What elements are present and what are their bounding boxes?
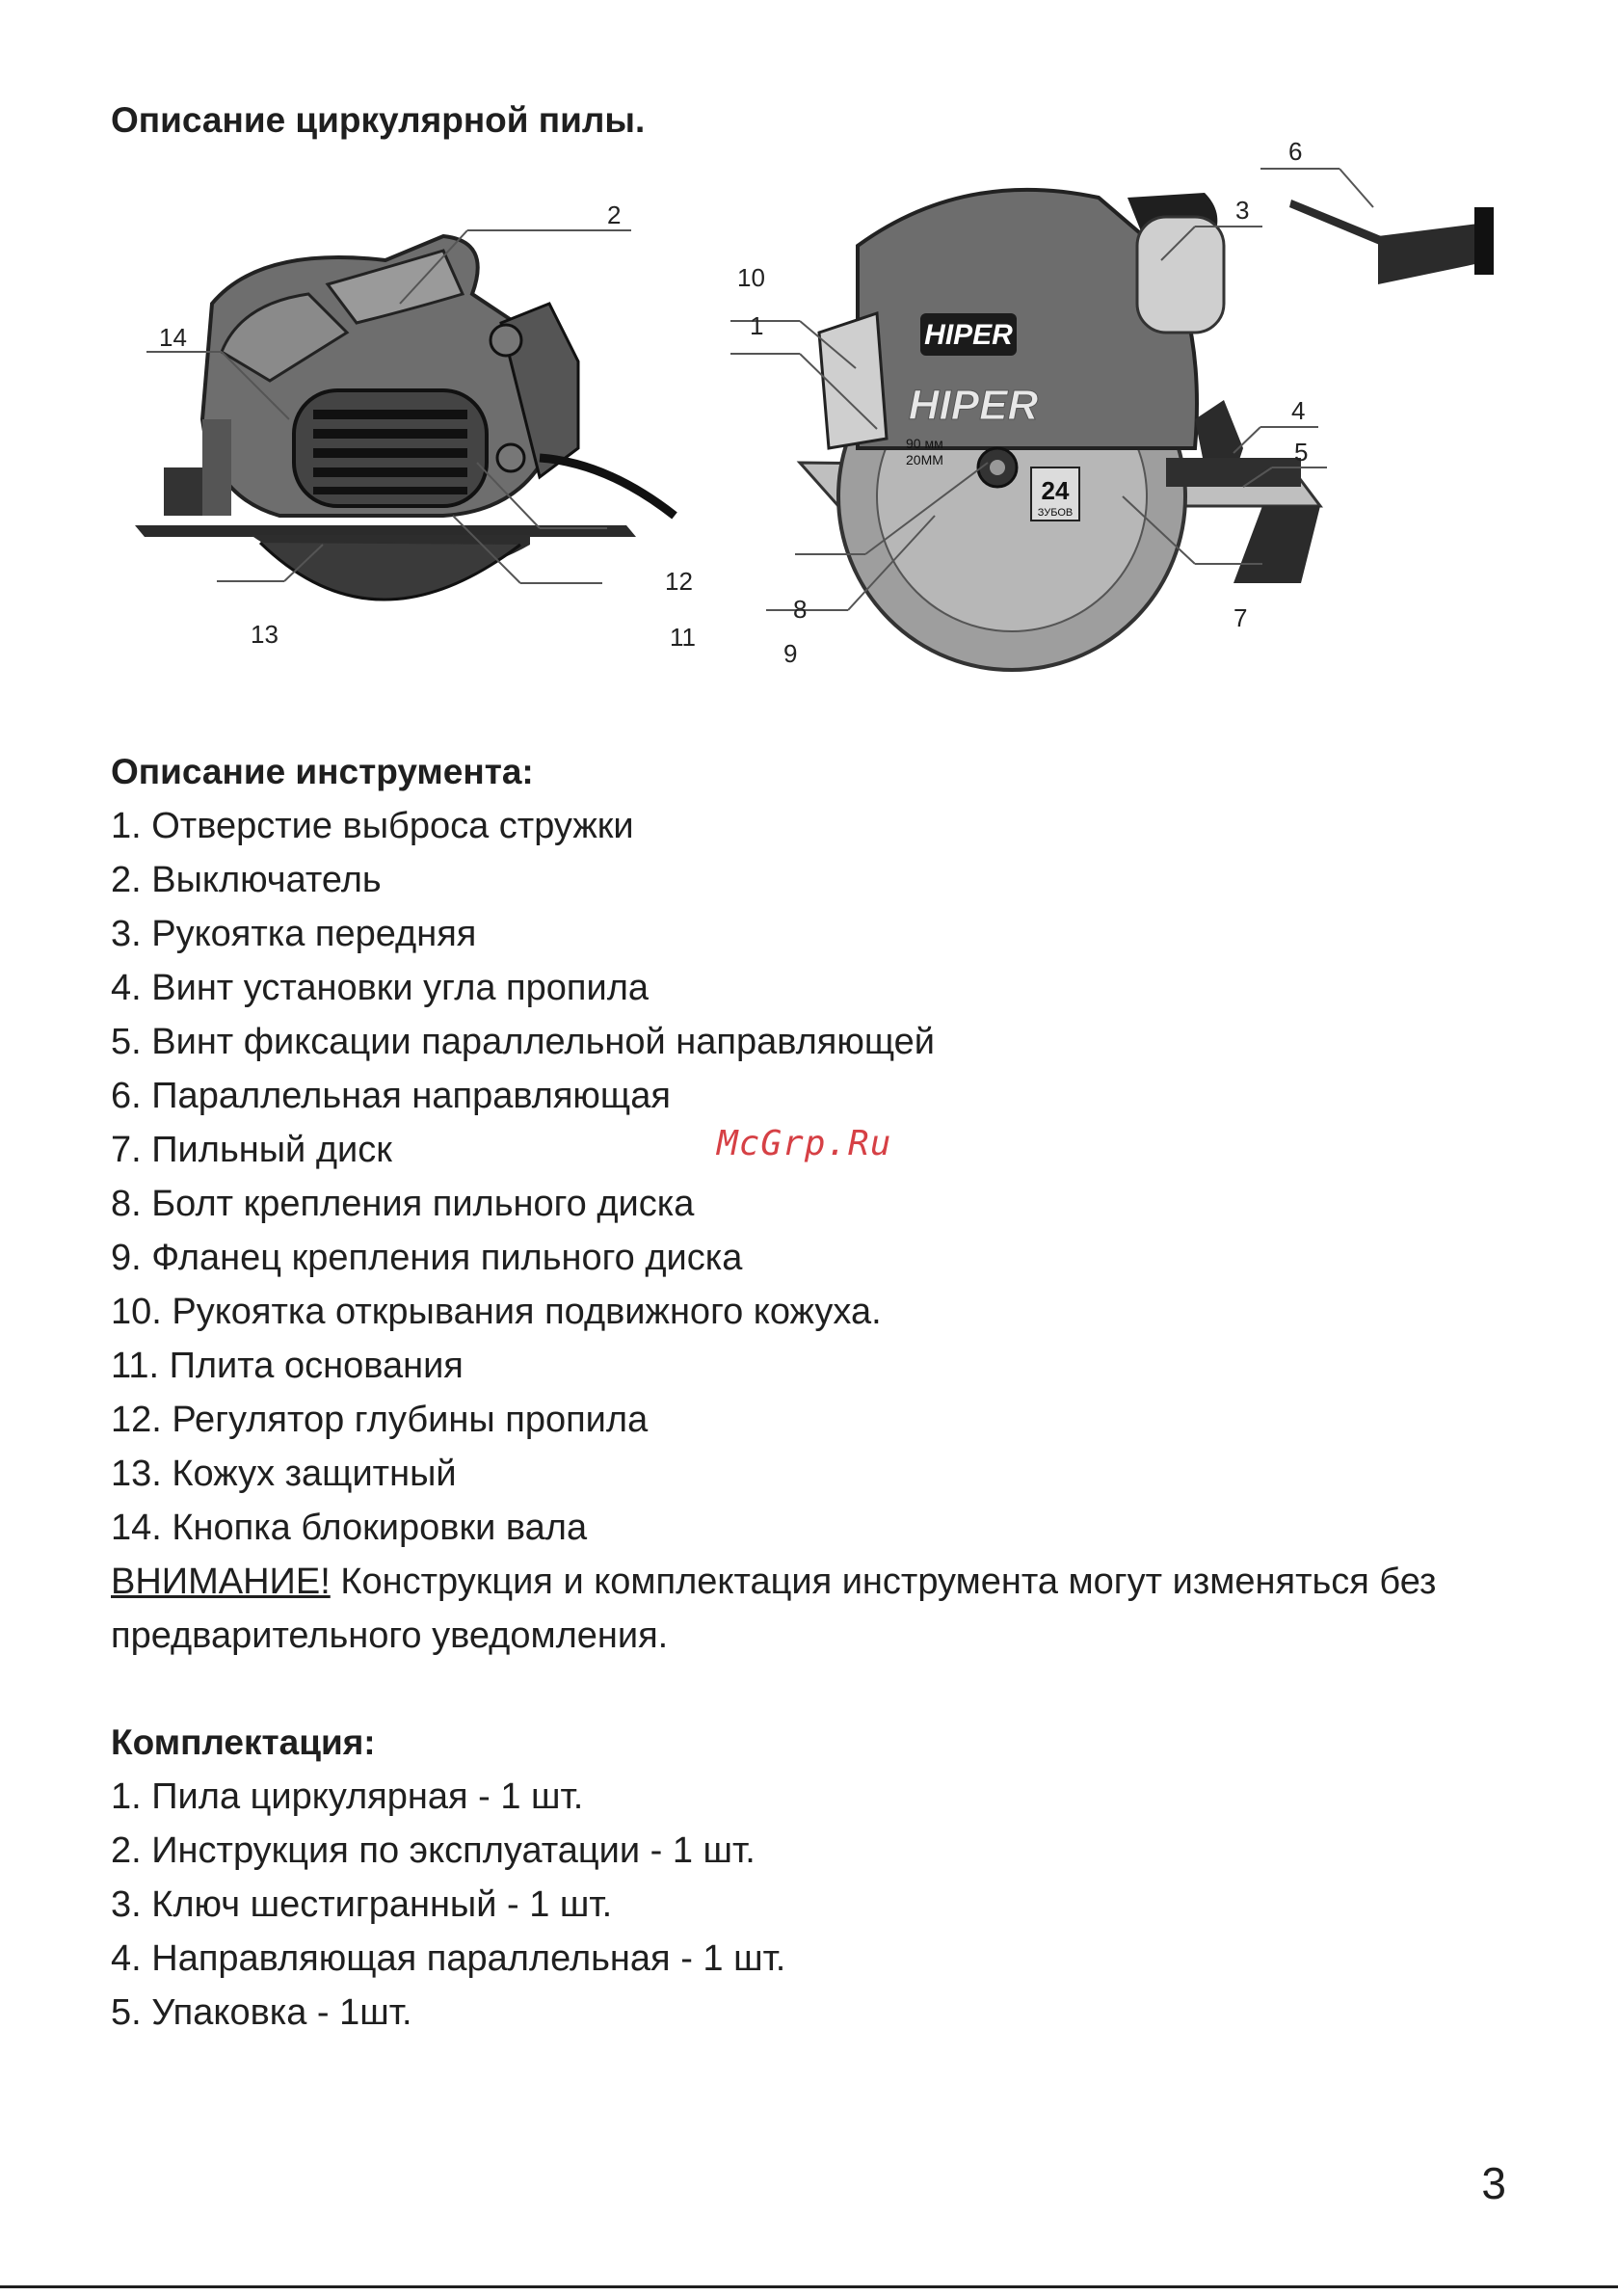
- tool-parts-list: [111, 799, 1518, 1555]
- callout-11: 11: [670, 623, 696, 652]
- callout-1: 1: [750, 311, 764, 340]
- list-item: 11. Плита основания: [111, 1346, 464, 1386]
- list-item: 4. Винт установки угла пропила: [111, 968, 650, 1008]
- notice-paragraph: [111, 1555, 1518, 1663]
- list-item: 5. Винт фиксации параллельной направляющей: [111, 1022, 936, 1062]
- list-item: 4. Направляющая параллельная - 1 шт.: [111, 1938, 786, 1979]
- page-title: Описание циркулярной пилы.: [111, 100, 646, 140]
- saw-diagram: [125, 130, 1494, 699]
- notice-text: Конструкция и комплектация инструмента могут изменяться без предварительного уведомления.: [111, 1562, 1437, 1656]
- list-item: 1. Пила циркулярная - 1 шт.: [111, 1776, 584, 1817]
- callout-4: 4: [1291, 396, 1306, 425]
- tool-description-section: [111, 745, 1518, 1663]
- left-saw-image: [135, 236, 675, 600]
- list-item: 5. Упаковка - 1шт.: [111, 1992, 412, 2033]
- teeth-count: 24: [1041, 476, 1070, 505]
- watermark: McGrp.Ru: [717, 1124, 892, 1163]
- callout-5: 5: [1294, 438, 1309, 467]
- callout-2: 2: [607, 200, 622, 229]
- list-item: 6. Параллельная направляющая: [111, 1076, 671, 1116]
- list-item: 3. Рукоятка передняя: [111, 914, 477, 954]
- blade-brand: HIPER: [908, 382, 1039, 429]
- callout-3: 3: [1235, 196, 1250, 225]
- teeth-label: ЗУБОВ: [1037, 507, 1074, 519]
- parallel-guide-image: [1289, 200, 1494, 284]
- list-item: 10. Рукоятка открывания подвижного кожуха.: [111, 1292, 882, 1332]
- right-saw-brand: HIPER: [924, 319, 1013, 351]
- callout-12: 12: [665, 567, 693, 596]
- callout-14: 14: [159, 323, 187, 352]
- right-saw-image: [800, 190, 1320, 670]
- page-number: 3: [1481, 2158, 1506, 2208]
- callout-8: 8: [793, 595, 808, 624]
- list-item: 2. Выключатель: [111, 860, 382, 900]
- list-item: 12. Регулятор глубины пропила: [111, 1400, 649, 1440]
- package-list: [111, 1770, 785, 2040]
- blade-text-1: 90 мм: [906, 436, 943, 451]
- callout-13: 13: [251, 620, 279, 649]
- list-item: 13. Кожух защитный: [111, 1454, 457, 1494]
- list-item: 14. Кнопка блокировки вала: [111, 1508, 588, 1548]
- callout-7: 7: [1233, 603, 1248, 632]
- callout-10: 10: [737, 263, 765, 292]
- list-item: 2. Инструкция по эксплуатации - 1 шт.: [111, 1830, 756, 1871]
- list-item: 8. Болт крепления пильного диска: [111, 1184, 695, 1224]
- notice-label: ВНИМАНИЕ!: [111, 1562, 331, 1602]
- callout-9: 9: [783, 639, 798, 668]
- list-item: 9. Фланец крепления пильного диска: [111, 1238, 743, 1278]
- package-section: [111, 1716, 785, 2040]
- tool-description-heading: Описание инструмента:: [111, 752, 534, 791]
- list-item: 7. Пильный диск: [111, 1130, 392, 1170]
- callout-6: 6: [1288, 137, 1303, 166]
- blade-text-2: 20ММ: [906, 452, 943, 467]
- bottom-divider: [0, 2285, 1618, 2288]
- list-item: 3. Ключ шестигранный - 1 шт.: [111, 1884, 613, 1925]
- saw-illustration: [125, 130, 1494, 699]
- list-item: 1. Отверстие выброса стружки: [111, 806, 634, 846]
- package-heading: Комплектация:: [111, 1722, 376, 1762]
